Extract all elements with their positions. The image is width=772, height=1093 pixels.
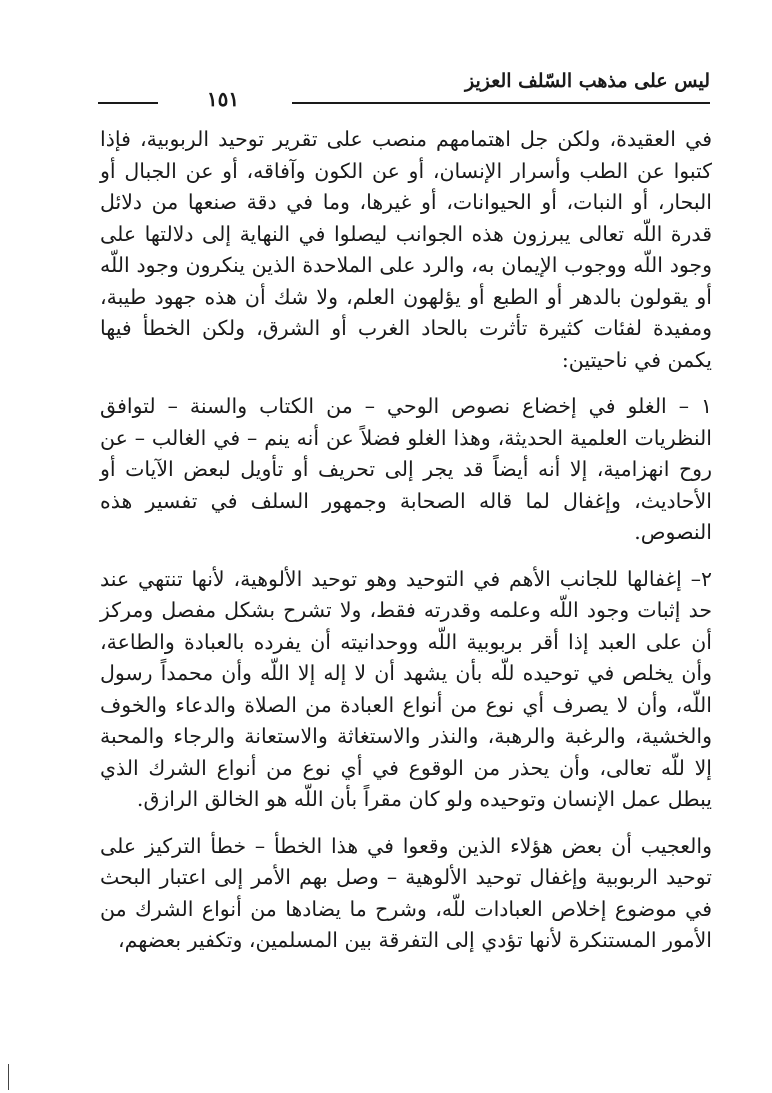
header-rule-short	[98, 102, 158, 104]
page-body	[100, 124, 712, 957]
paragraph-intro: في العقيدة، ولكن جل اهتمامهم منصب على تقرير توحيد الربوبية، فإذا كتبوا عن الطب وأسرار الإنسان، أو عن الكون وآفاقه، أو عن الجبال أو البحار، أو النبات، أو الحيوانات، أو غيرها، وما في دقة صنعها من دلائل قدرة اللّه تعالى يبرزون هذه الجوانب ليصلوا في النهاية إلى دلالتها على وجود اللّه ووجوب الإيمان به، والرد على الملاحدة الذين ينكرون وجود اللّه أو يقولون بالدهر أو الطبع أو يؤلهون العلم، ولا شك أن هذه جهود طيبة، ومفيدة لفئات كثيرة تأثرت بالحاد الغرب أو الشرق، ولكن الخطأ فيها يكمن في ناحيتين:	[100, 127, 712, 372]
scan-margin-mark	[8, 1064, 9, 1090]
paragraph-point-1: ١ – الغلو في إخضاع نصوص الوحي – من الكتاب والسنة – لتوافق النظريات العلمية الحديثة، وهذا الغلو فضلاً عن أنه ينم – في الغالب – عن روح انهزامية، إلا أنه أيضاً قد يجر إلى تحريف أو تأويل لبعض الآيات أو الأحاديث، وإغفال لما قاله الصحابة وجمهور السلف في تفسير هذه النصوص.	[100, 394, 712, 544]
page-header	[98, 62, 710, 112]
page-number: ١٥١	[168, 87, 278, 111]
header-rule-long	[292, 102, 710, 104]
paragraph-closing: والعجيب أن بعض هؤلاء الذين وقعوا في هذا الخطأ – خطأ التركيز على توحيد الربوبية وإغفال توحيد الألوهية – وصل بهم الأمر إلى اعتبار البحث في موضوع إخلاص العبادات للّه، وشرح ما يضادها من أنواع الشرك من الأمور المستنكرة لأنها تؤدي إلى التفرقة بين المسلمين، وتكفير بعضهم،	[100, 833, 712, 952]
running-title: ليس على مذهب السّلف العزيز	[465, 70, 710, 92]
paragraph-point-2: ٢– إغفالها للجانب الأهم في التوحيد وهو توحيد الألوهية، لأنها تنتهي عند حد إثبات وجود اللّه وعلمه وقدرته فقط، ولا تشرح بشكل مفصل ومركز أن على العبد إذا أقر بربوبية اللّه ووحدانيته أن يفرده بالعبادة والطاعة، وأن يخلص في توحيده للّه بأن يشهد أن لا إله إلا اللّه وأن محمداً رسول اللّه، وأن لا يصرف أي نوع من أنواع العبادة من الصلاة والدعاء والخوف والخشية، والرغبة والرهبة، والنذر والاستغاثة والاستعانة والرجاء والمحبة إلا للّه تعالى، وأن يحذر من الوقوع في أي نوع من أنواع الشرك الذي يبطل عمل الإنسان وتوحيده ولو كان مقراً بأن اللّه هو الخالق الرازق.	[100, 566, 712, 811]
